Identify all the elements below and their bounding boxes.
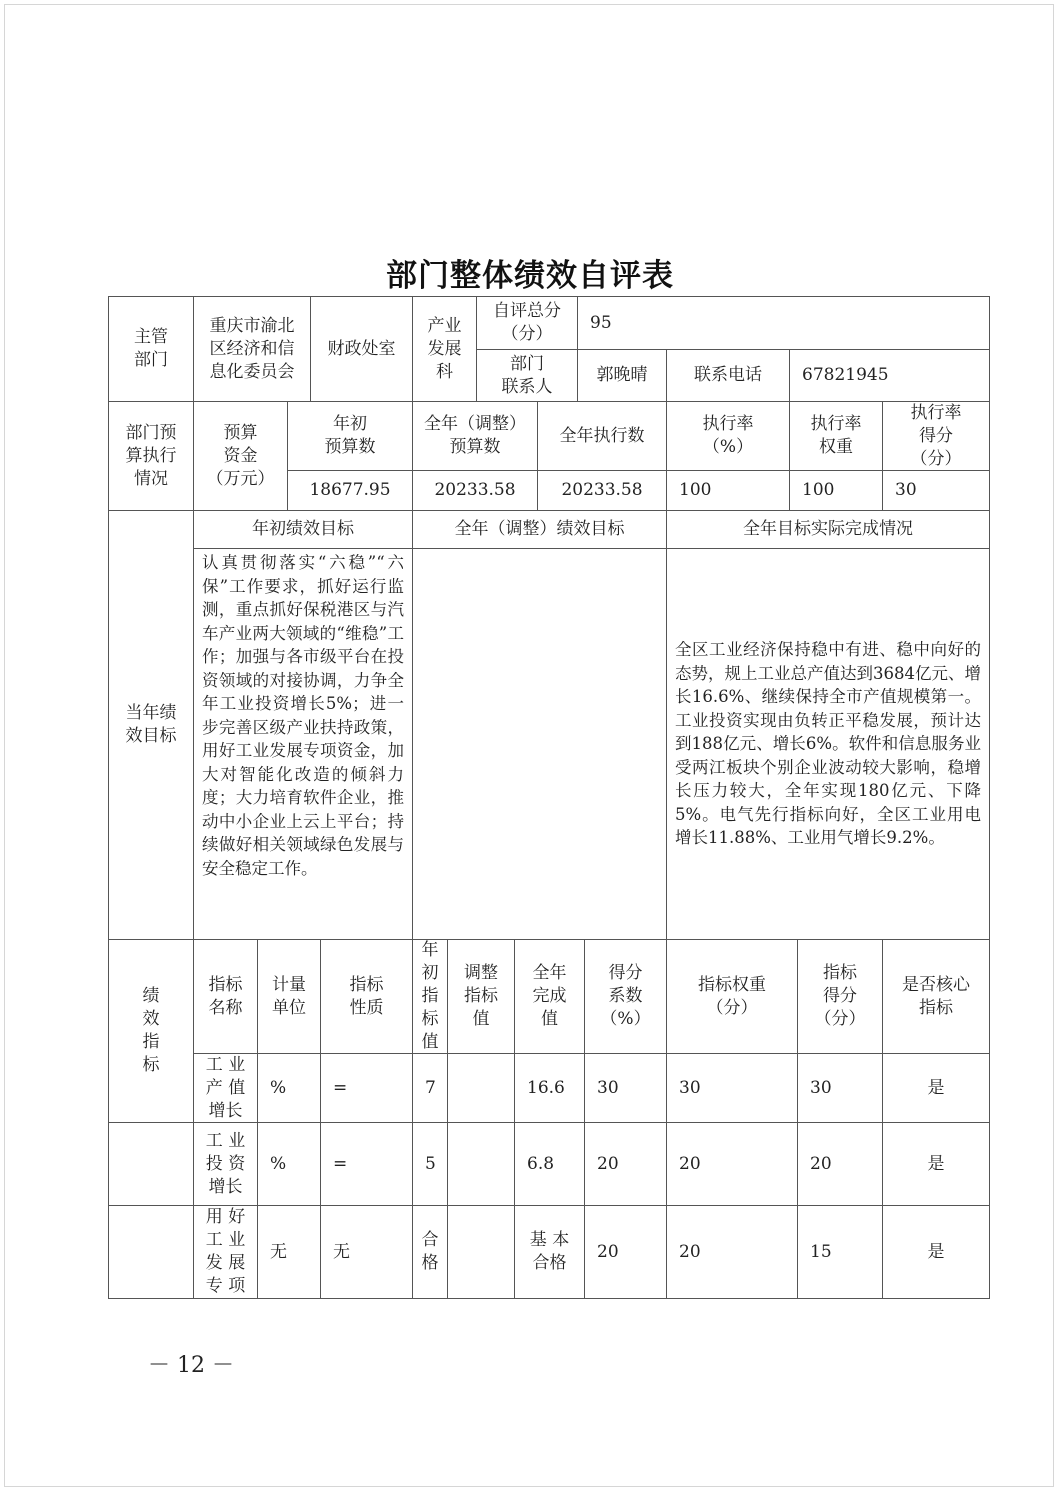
budget-row-label: 部门预 算执行 情况 xyxy=(108,401,194,511)
indicator-row-1-actual: 6.8 xyxy=(514,1122,585,1206)
indicator-header-3: 年 初 指 标 值 xyxy=(412,939,448,1054)
goals-actual-text: 全区工业经济保持稳中有进、稳中向好的态势，规上工业总产值达到3684亿元、增长16.6%、继续保持全市产值规模第一。工业投资实现由负转正平稳发展，预计达到188亿元、增长6%。软件和信息服务业受两江板块个别企业波动较大影响，稳增长压力较大，全年实现180亿元、下降5%。电气先行指标向好，全区工业用电增长11.88%、工业用气增长9.2%。 xyxy=(666,548,990,940)
budget-value-3: 100 xyxy=(666,470,790,511)
indicator-row-1-initial: 5 xyxy=(412,1122,448,1206)
dept-name: 重庆市渝北 区经济和信 息化委员会 xyxy=(193,296,311,402)
indicators-row-label: 绩 效 指 标 xyxy=(108,939,194,1123)
indicator-header-6: 得分 系数 （%） xyxy=(584,939,667,1054)
indicator-row-0-core: 是 xyxy=(882,1053,990,1123)
self-evaluation-table xyxy=(108,296,989,1299)
goals-initial-text: 认真贯彻落实“六稳”“六保”工作要求，抓好运行监测，重点抓好保税港区与汽车产业两大领域的“维稳”工作；加强与各市级平台在投资领域的对接协调，力争全年工业投资增长5%；进一步完善区级产业扶持政策，用好工业发展专项资金，加大对智能化改造的倾斜力度；大力培育软件企业，推动中小企业上云上平台；持续做好相关领域绿色发展与安全稳定工作。 xyxy=(193,548,413,940)
indicator-row-1-score: 20 xyxy=(797,1122,883,1206)
budget-header-1: 全年（调整） 预算数 xyxy=(412,401,538,471)
indicator-row-2-weight: 20 xyxy=(666,1205,798,1299)
indicator-row-1-core: 是 xyxy=(882,1122,990,1206)
indicator-row-2-actual: 基 本 合格 xyxy=(514,1205,585,1299)
indicator-row-2-score: 15 xyxy=(797,1205,883,1299)
indicator-header-4: 调整 指标 值 xyxy=(447,939,515,1054)
indicator-header-2: 指标 性质 xyxy=(320,939,413,1054)
indicator-header-8: 指标 得分 （分） xyxy=(797,939,883,1054)
indicator-row-1-adjusted xyxy=(447,1122,515,1206)
budget-value-1: 20233.58 xyxy=(412,470,538,511)
indicator-row-1-unit: % xyxy=(257,1122,321,1206)
budget-header-3: 执行率 （%） xyxy=(666,401,790,471)
indicator-row-1-spacer xyxy=(108,1122,194,1206)
budget-header-2: 全年执行数 xyxy=(537,401,667,471)
office-section: 产业 发展 科 xyxy=(412,296,477,402)
indicator-row-0-weight: 30 xyxy=(666,1053,798,1123)
indicator-header-9: 是否核心 指标 xyxy=(882,939,990,1054)
indicator-header-7: 指标权重 （分） xyxy=(666,939,798,1054)
goals-row-label: 当年绩 效目标 xyxy=(108,510,194,940)
indicator-row-0-score: 30 xyxy=(797,1053,883,1123)
budget-value-2: 20233.58 xyxy=(537,470,667,511)
indicator-row-0-actual: 16.6 xyxy=(514,1053,585,1123)
indicator-row-1-coef: 20 xyxy=(584,1122,667,1206)
indicator-row-2-unit: 无 xyxy=(257,1205,321,1299)
indicator-row-0-adjusted xyxy=(447,1053,515,1123)
contact-name: 郭晚晴 xyxy=(577,349,667,402)
goals-col-initial: 年初绩效目标 xyxy=(193,510,413,549)
budget-value-0: 18677.95 xyxy=(287,470,413,511)
budget-header-5: 执行率 得分 （分） xyxy=(882,401,990,471)
page-title: 部门整体绩效自评表 xyxy=(386,258,674,294)
budget-header-0: 年初 预算数 xyxy=(287,401,413,471)
indicator-row-2-nature: 无 xyxy=(320,1205,413,1299)
indicator-row-2-core: 是 xyxy=(882,1205,990,1299)
budget-funds-label: 预算 资金 （万元） xyxy=(193,401,288,511)
phone-value: 67821945 xyxy=(789,349,990,402)
budget-value-4: 100 xyxy=(789,470,883,511)
budget-header-4: 执行率 权重 xyxy=(789,401,883,471)
indicator-row-1-nature: = xyxy=(320,1122,413,1206)
indicator-row-2-coef: 20 xyxy=(584,1205,667,1299)
indicator-row-0-initial: 7 xyxy=(412,1053,448,1123)
goals-adjusted-text xyxy=(412,548,667,940)
goals-col-actual: 全年目标实际完成情况 xyxy=(666,510,990,549)
indicator-row-0-nature: = xyxy=(320,1053,413,1123)
indicator-row-2-name: 用 好 工 业 发 展 专 项 xyxy=(193,1205,258,1299)
indicator-row-2-spacer xyxy=(108,1205,194,1299)
budget-value-5: 30 xyxy=(882,470,990,511)
page-number: － 12 － xyxy=(148,1353,234,1378)
indicator-row-0-unit: % xyxy=(257,1053,321,1123)
contact-label: 部门 联系人 xyxy=(476,349,578,402)
indicator-row-1-weight: 20 xyxy=(666,1122,798,1206)
goals-col-adjusted: 全年（调整）绩效目标 xyxy=(412,510,667,549)
indicator-header-0: 指标 名称 xyxy=(193,939,258,1054)
dept-label: 主管 部门 xyxy=(108,296,194,402)
indicator-header-1: 计量 单位 xyxy=(257,939,321,1054)
indicator-row-2-adjusted xyxy=(447,1205,515,1299)
indicator-row-0-name: 工 业 产 值 增长 xyxy=(193,1053,258,1123)
office-label: 财政处室 xyxy=(310,296,413,402)
indicator-row-0-coef: 30 xyxy=(584,1053,667,1123)
indicator-row-2-initial: 合 格 xyxy=(412,1205,448,1299)
indicator-header-5: 全年 完成 值 xyxy=(514,939,585,1054)
phone-label: 联系电话 xyxy=(666,349,790,402)
score-value: 95 xyxy=(577,296,990,350)
score-label: 自评总分 （分） xyxy=(476,296,578,350)
indicator-row-1-name: 工 业 投 资 增长 xyxy=(193,1122,258,1206)
